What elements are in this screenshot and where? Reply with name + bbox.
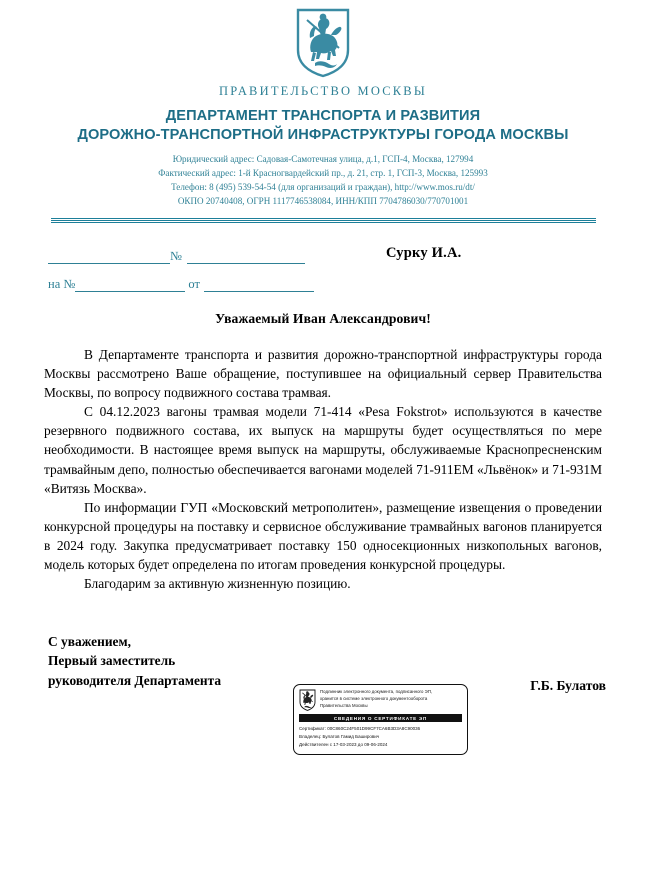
signature-block [48,632,221,690]
outgoing-reference-line [48,249,305,264]
letterhead [0,0,646,223]
paragraph-2: С 04.12.2023 вагоны трамвая модели 71-414 «Pesa Fokstrot» используются в качестве резервного подвижного состава, их выпуск на маршруты будет осуществляться по мере необходимости. В настоящее время выпуск на маршруты, обслуживаемые Краснопресненским трамвайным депо, полностью обеспечивается вагонами моделей 71-911ЕМ «Львёнок» и 71-931М «Витязь Москва». [44,404,602,496]
reply-date-label: от [188,276,200,291]
salutation: Уважаемый Иван Александрович! [215,310,431,326]
paragraph-3: По информации ГУП «Московский метрополитен», размещение извещения о проведении конкурсной процедуры на поставку и сервисное обслуживание трамвайных вагонов планируется в 2024 году. Закупка предусматривает поставку 150 односекционных низкопольных вагонов, модель которых будет определена по итогам проведения конкурсной процедуры. [44,499,602,573]
government-line: ПРАВИТЕЛЬСТВО МОСКВЫ [219,84,427,98]
reply-prefix-label: на № [48,276,76,291]
position-line-2: руководителя Департамента [48,672,222,688]
department-title [0,107,646,144]
paragraph-4: Благодарим за активную жизненную позицию. [84,576,351,592]
contact-details [0,153,646,208]
incoming-reference-line [48,277,314,292]
outgoing-date-field[interactable] [48,250,170,264]
moscow-coat-of-arms-icon [295,8,351,78]
department-title-line-2: ДОРОЖНО-ТРАНСПОРТНОЙ ИНФРАСТРУКТУРЫ ГОРОДА МОСКВЫ [77,126,569,143]
stamp-certificate-fields [299,725,462,750]
contact-line-actual-address: Фактический адрес: 1-й Красногвардейский пр., д. 21, стр. 1, ГСП-3, Москва, 125993 [158,168,488,179]
header-divider [51,218,596,223]
stamp-note-line-2: хранится в системе электронного документооборота [320,695,428,701]
signer-name: Г.Б. Булатов [530,678,606,693]
contact-line-phone: Телефон: 8 (495) 539-54-54 (для организаций и граждан), http://www.mos.ru/dt/ [171,181,475,192]
stamp-certificate-header: СВЕДЕНИЯ О СЕРТИФИКАТЕ ЭП [299,714,462,722]
stamp-certificate-owner: Владелец: Булатов Гамид Баширович [299,733,380,739]
stamp-note-line-1: Подлинник электронного документа, подписанного ЭП, [320,689,433,694]
incoming-number-field[interactable] [75,278,185,292]
paragraph-1: В Департаменте транспорта и развития дорожно-транспортной инфраструктуры города Москвы рассмотрено Ваше обращение, поступившее на официальный сервер Правительства Москвы, по вопросу подвижного состава трамвая. [44,346,602,400]
letter-body [44,345,602,594]
position-line-1: Первый заместитель [48,653,176,669]
number-symbol-label: № [170,248,182,263]
addressee: Сурку И.А. [386,244,462,261]
contact-line-legal-address: Юридический адрес: Садовая-Самотечная улица, д.1, ГСП-4, Москва, 127994 [172,154,474,165]
outgoing-number-field[interactable] [187,250,305,264]
department-title-line-1: ДЕПАРТАМЕНТ ТРАНСПОРТА И РАЗВИТИЯ [165,108,481,124]
incoming-date-field[interactable] [204,278,314,292]
electronic-signature-stamp [293,684,468,755]
contact-line-registry-codes: ОКПО 20740408, ОГРН 1117746538084, ИНН/КПП 7704786030/770701001 [177,195,469,206]
stamp-certificate-serial: Сертификат: 00C860C24F501D99CF7CA6B3D3A8C90036 [299,725,421,731]
stamp-note-line-3: Правительства Москвы [320,702,368,708]
closing-phrase: С уважением, [48,634,131,649]
moscow-coat-of-arms-icon [299,689,316,711]
stamp-certificate-validity: Действителен с 17-03-2023 до 09-06-2024 [299,742,388,748]
stamp-header [299,689,462,711]
stamp-note [320,689,432,709]
reference-block [0,241,646,303]
